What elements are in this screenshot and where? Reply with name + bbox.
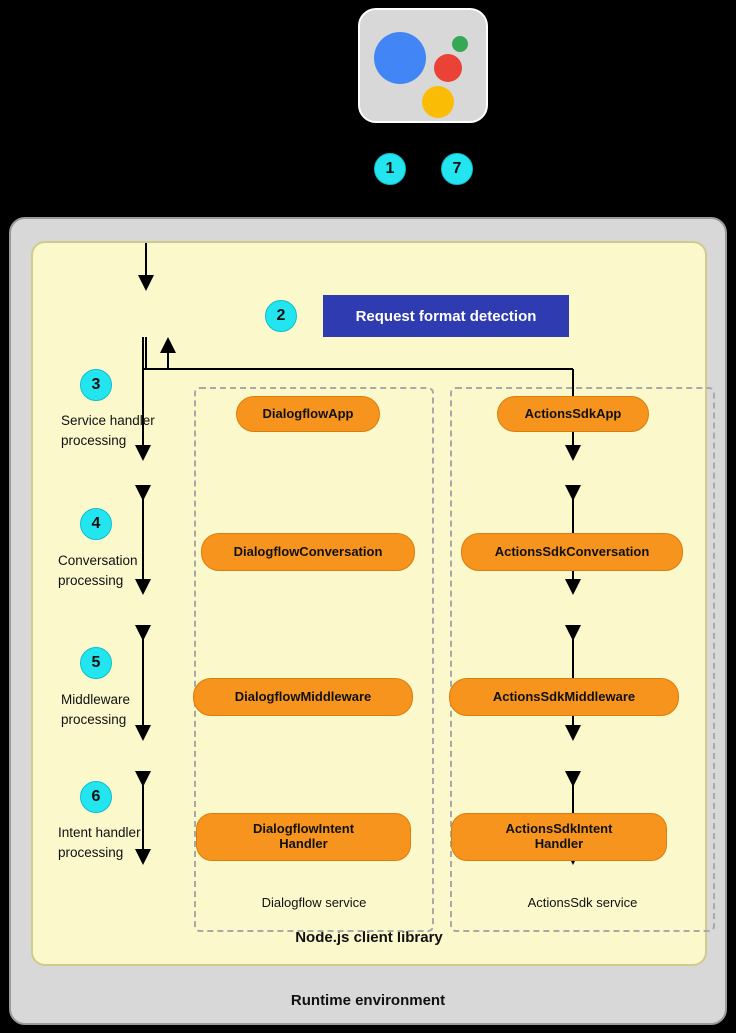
dialogflow-service-label: Dialogflow service: [261, 895, 367, 910]
nodejs-client-library-label: Node.js client library: [295, 929, 443, 946]
badge-format-detection: 2: [265, 300, 297, 332]
node-actionssdk-conversation[interactable]: ActionsSdkConversation: [461, 533, 683, 571]
node-actionssdk-middleware[interactable]: ActionsSdkMiddleware: [449, 678, 679, 716]
request-format-detection-box: Request format detection: [323, 295, 569, 337]
stage-caption-conversation: Conversation processing: [58, 553, 138, 588]
node-actionssdk-app[interactable]: ActionsSdkApp: [497, 396, 649, 432]
google-assistant-logo: [358, 8, 488, 123]
node-dialogflow-intent-handler[interactable]: [196, 813, 411, 861]
runtime-environment-label: Runtime environment: [290, 992, 446, 1009]
stage-caption-middleware: Middleware processing: [61, 692, 131, 727]
badge-service-handler: 3: [80, 369, 112, 401]
node-dialogflow-intent-handler-line2: Handler: [279, 836, 328, 851]
runtime-environment-container: [9, 217, 727, 1025]
logo-red-dot-icon: [434, 54, 462, 82]
badge-intent-handler: 6: [80, 781, 112, 813]
node-actionssdk-intent-handler-line2: Handler: [534, 836, 584, 851]
node-dialogflow-app[interactable]: DialogflowApp: [236, 396, 380, 432]
nodejs-client-library-container: [31, 241, 707, 966]
node-actionssdk-intent-handler-line1: ActionsSdkIntent: [505, 821, 613, 837]
actionssdk-service-label: ActionsSdk service: [527, 895, 638, 910]
stage-caption-service-handler: Service handler processing: [61, 413, 155, 448]
badge-response-out: 7: [441, 153, 473, 185]
node-dialogflow-middleware[interactable]: DialogflowMiddleware: [193, 678, 413, 716]
node-actionssdk-intent-handler[interactable]: [451, 813, 667, 861]
logo-blue-dot-icon: [374, 32, 426, 84]
logo-yellow-dot-icon: [422, 86, 454, 118]
logo-green-dot-icon: [452, 36, 468, 52]
stage-caption-intent-handler: Intent handler processing: [58, 825, 141, 860]
badge-conversation: 4: [80, 508, 112, 540]
badge-request-in: 1: [374, 153, 406, 185]
node-dialogflow-conversation[interactable]: DialogflowConversation: [201, 533, 415, 571]
badge-middleware: 5: [80, 647, 112, 679]
node-dialogflow-intent-handler-line1: DialogflowIntent: [252, 821, 355, 837]
